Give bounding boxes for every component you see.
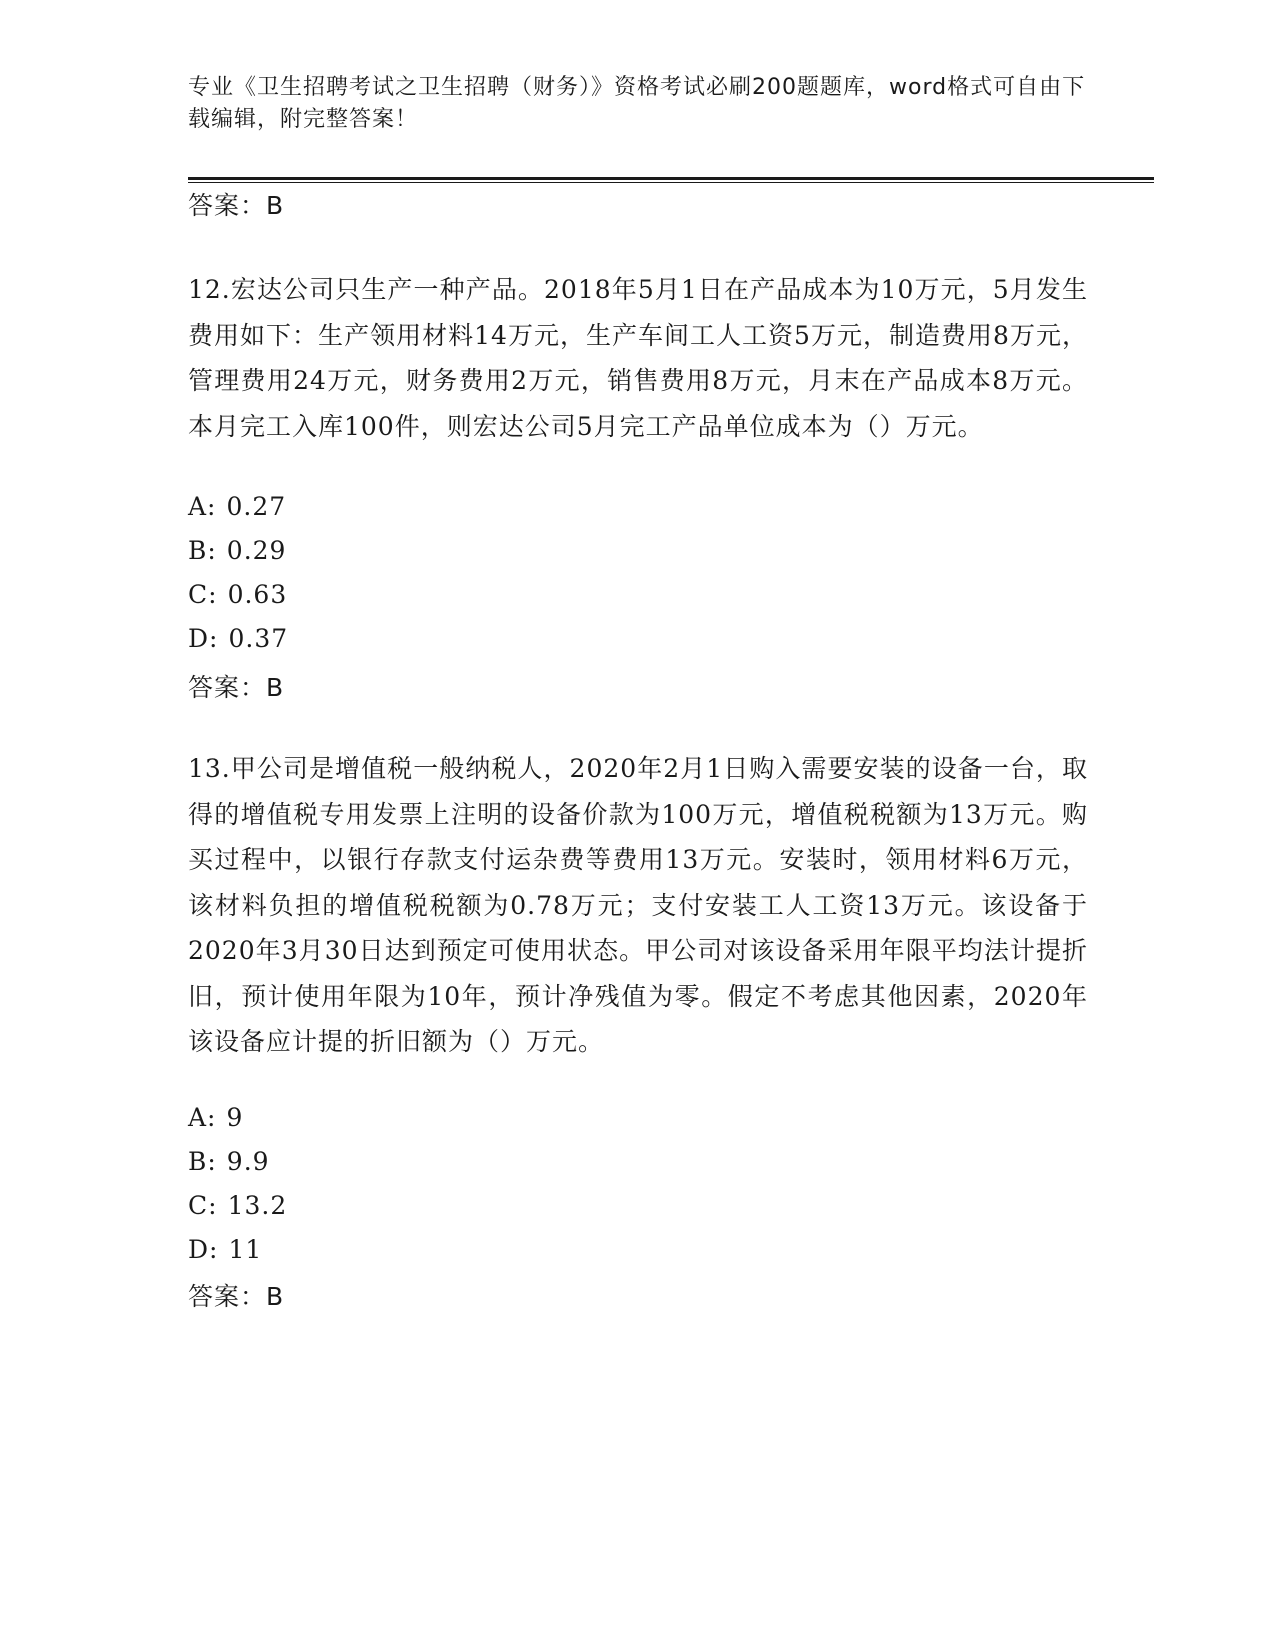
option-label: C:	[188, 1191, 218, 1220]
question-12-option-b	[188, 536, 286, 565]
header-divider	[188, 177, 1154, 183]
option-label: C:	[188, 580, 218, 609]
option-label: D:	[188, 624, 219, 653]
question-12-option-d	[188, 624, 288, 653]
question-12-text: 12.宏达公司只生产一种产品。2018年5月1日在产品成本为10万元，5月发生费用如下：生产领用材料14万元，生产车间工人工资5万元，制造费用8万元，管理费用24万元，财务费用2万元，销售费用8万元，月末在产品成本8万元。本月完工入库100件，则宏达公司5月完工产品单位成本为（）万元。	[188, 275, 1088, 441]
question-13-option-b	[188, 1147, 270, 1176]
option-label: A:	[188, 1103, 217, 1132]
question-12-option-a	[188, 492, 286, 521]
option-label: B:	[188, 1147, 217, 1176]
option-value: 0.27	[226, 492, 287, 521]
option-label: A:	[188, 492, 217, 521]
document-header: 专业《卫生招聘考试之卫生招聘（财务）》资格考试必刷200题题库，word格式可自由下载编辑，附完整答案！	[188, 75, 1086, 132]
option-value: 0.29	[226, 536, 287, 565]
question-13-option-d	[188, 1235, 262, 1264]
question-13-text: 13.甲公司是增值税一般纳税人，2020年2月1日购入需要安装的设备一台，取得的增值税专用发票上注明的设备价款为100万元，增值税税额为13万元。购买过程中，以银行存款支付运杂费等费用13万元。安装时，领用材料6万元，该材料负担的增值税税额为0.78万元；支付安装工人工资13万元。该设备于2020年3月30日达到预定可使用状态。甲公司对该设备采用年限平均法计提折旧，预计使用年限为10年，预计净残值为零。假定不考虑其他因素，2020年该设备应计提的折旧额为（）万元。	[188, 754, 1088, 1056]
answer-line: 答案：B	[188, 191, 285, 220]
question-13-option-a	[188, 1103, 243, 1132]
question-13-option-c	[188, 1191, 287, 1220]
question-13-answer: 答案：B	[188, 1282, 285, 1311]
question-12-answer: 答案：B	[188, 673, 285, 702]
option-value: 9	[226, 1103, 244, 1132]
option-value: 0.37	[228, 624, 289, 653]
option-value: 9.9	[226, 1147, 270, 1176]
option-value: 13.2	[227, 1191, 288, 1220]
option-value: 11	[228, 1235, 263, 1264]
option-value: 0.63	[227, 580, 288, 609]
option-label: B:	[188, 536, 217, 565]
question-12-option-c	[188, 580, 287, 609]
option-label: D:	[188, 1235, 219, 1264]
